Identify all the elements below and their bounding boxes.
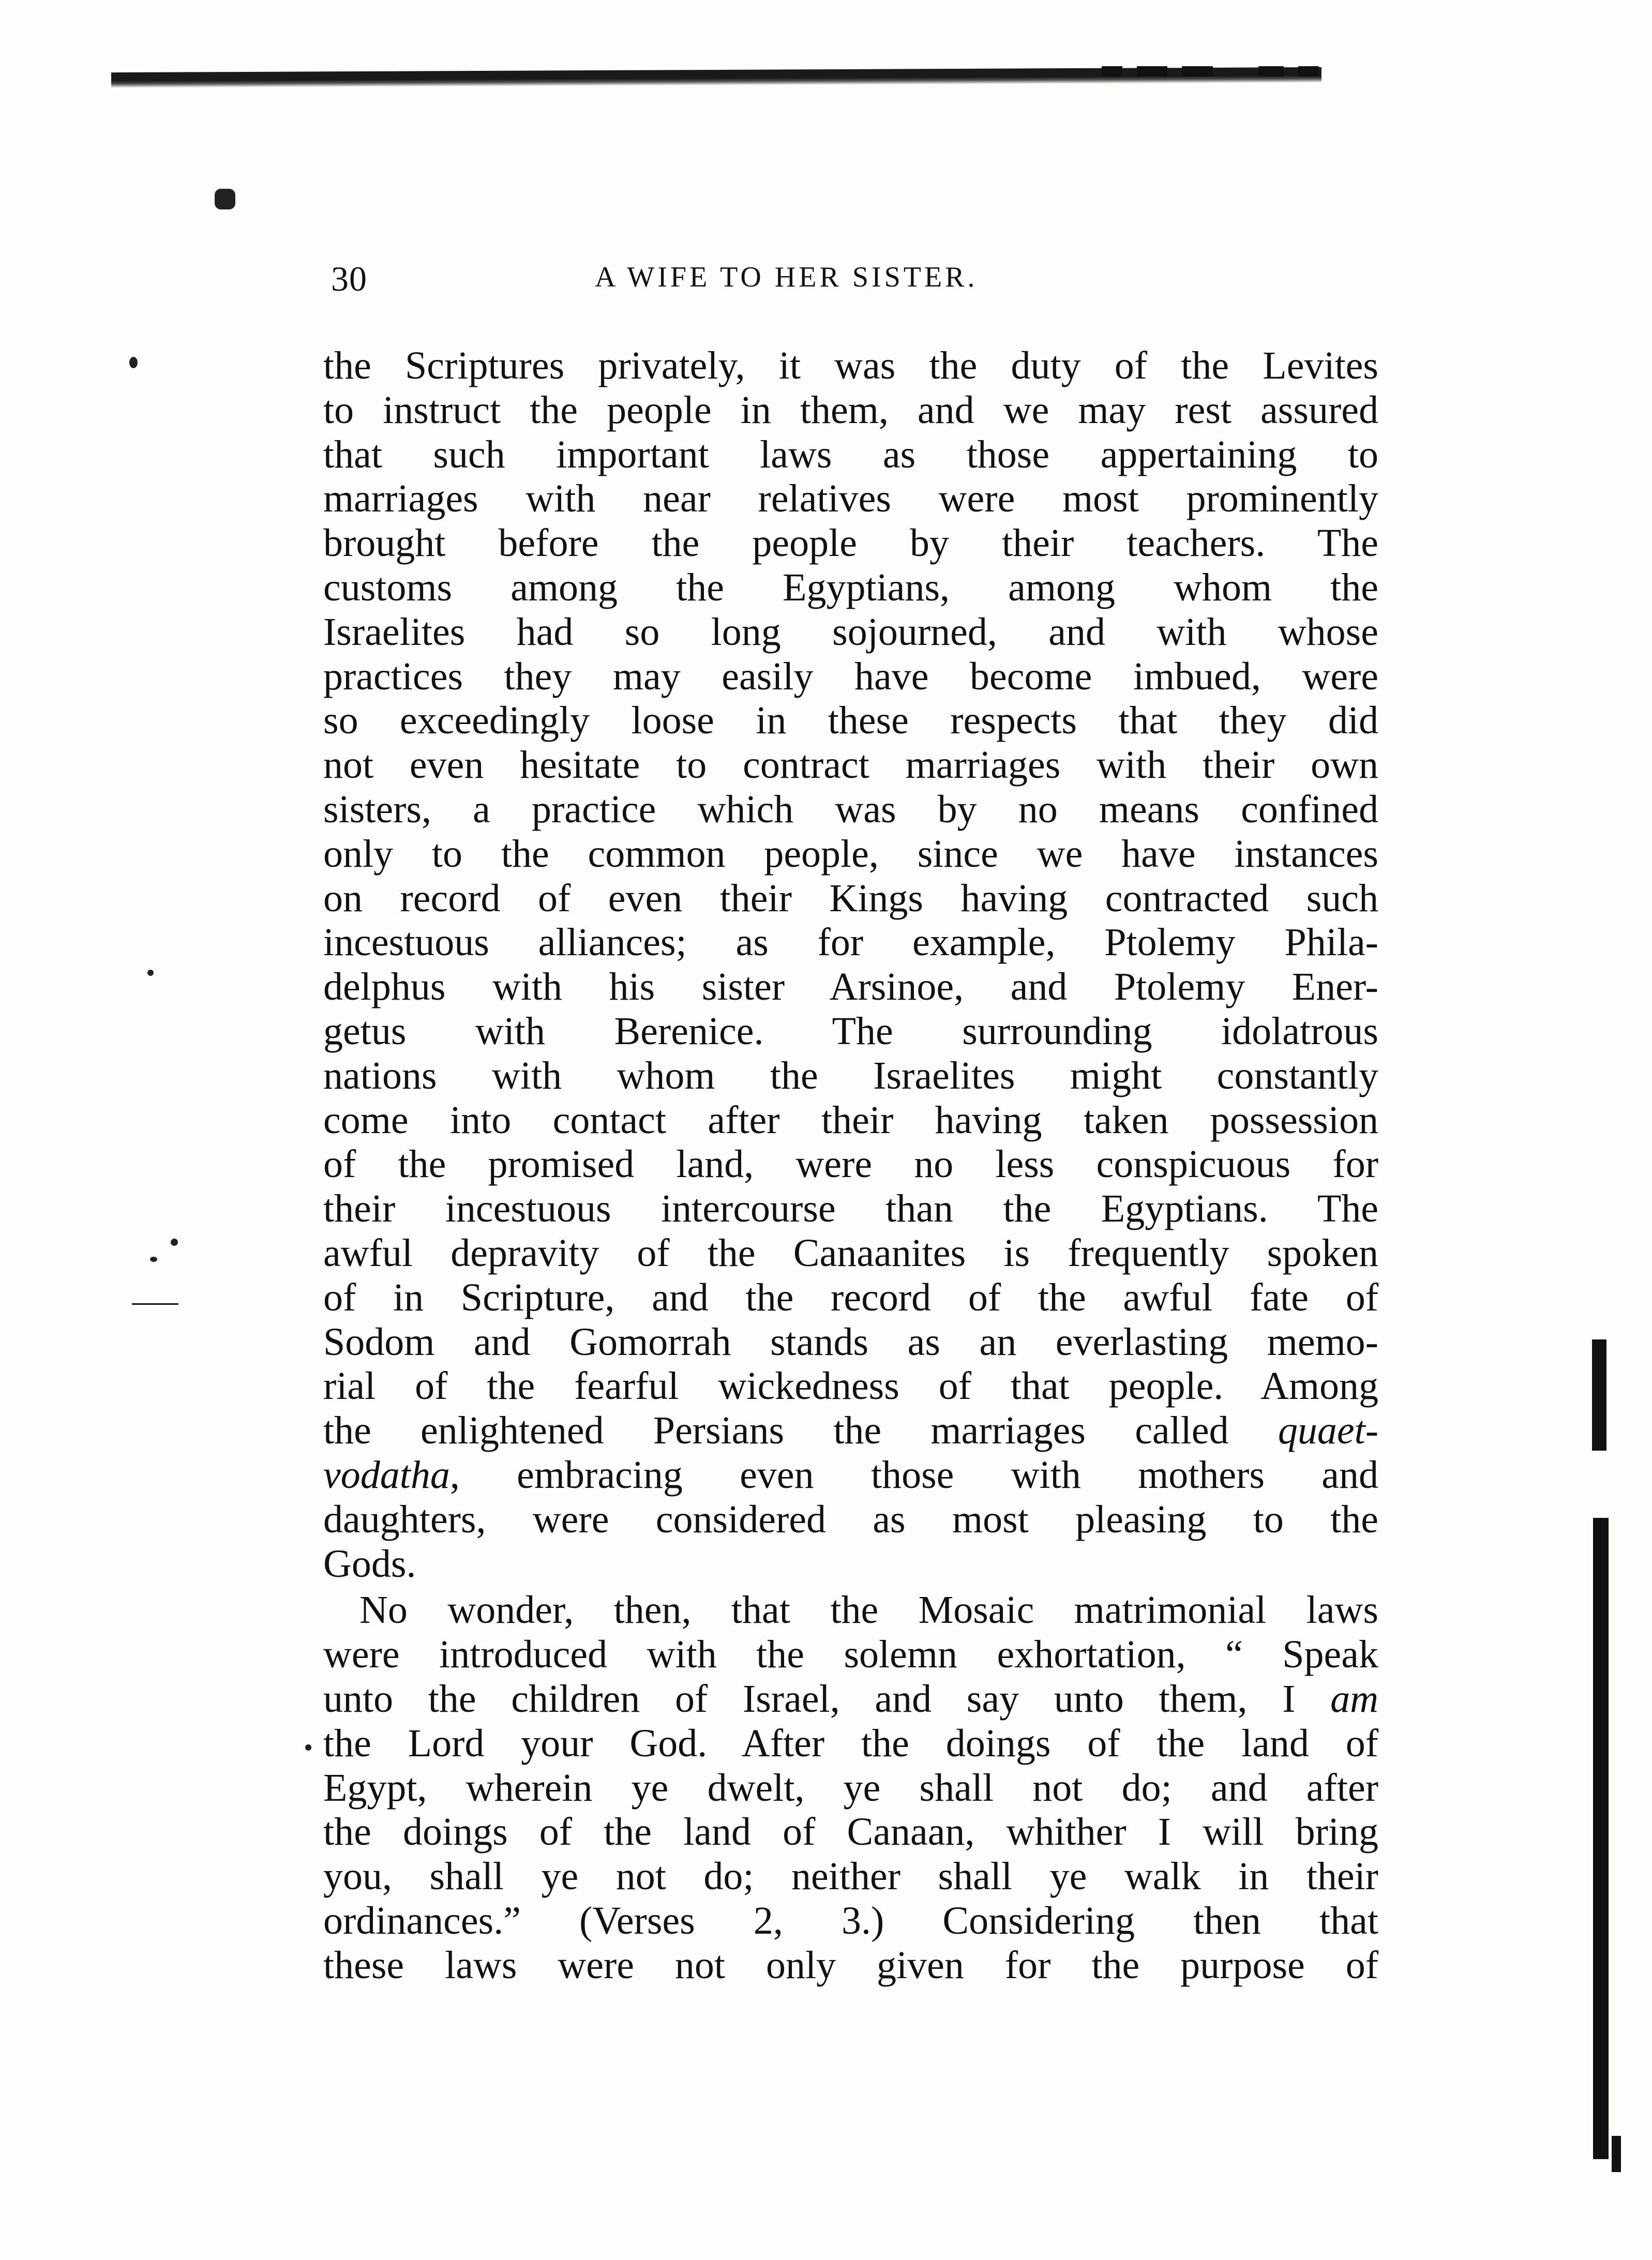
text-line: Israelites had so long sojourned, and with whose [323,610,1378,654]
margin-mark [1612,2136,1621,2172]
ink-speck [147,970,154,976]
text-line: only to the common people, since we have instances [323,832,1378,876]
text-line: to instruct the people in them, and we may rest assured [323,388,1378,432]
text-line: were introduced with the solemn exhortation, “ Speak [323,1633,1378,1677]
body-text [323,344,1378,1987]
text-line: ordinances.” (Verses 2, 3.) Considering then that [323,1899,1378,1942]
text-line: marriages with near relatives were most prominently [323,477,1378,521]
text-line: these laws were not only given for the purpose of [323,1943,1378,1987]
text-line: brought before the people by their teachers. The [323,521,1378,565]
ink-speck [215,189,235,209]
text-line [323,1453,1378,1498]
text-line: Egypt, wherein ye dwelt, ye shall not do; and after [323,1766,1378,1810]
text-line: Sodom and Gomorrah stands as an everlasting memo- [323,1320,1378,1364]
text-line: you, shall ye not do; neither shall ye walk in their [323,1855,1378,1899]
text-line: awful depravity of the Canaanites is frequently spoken [323,1231,1378,1275]
text-line: rial of the fearful wickedness of that people. Among [323,1364,1378,1408]
text-line: on record of even their Kings having contracted such [323,876,1378,920]
text-line: come into contact after their having taken possession [323,1098,1378,1142]
text-line: the Lord your God. After the doings of the land of [323,1721,1378,1765]
text-line: getus with Berenice. The surrounding idolatrous [323,1009,1378,1053]
text-segment: , embracing even those with mothers and [449,1453,1378,1497]
paragraph [323,1588,1378,1987]
italic-word: quaet- [1278,1409,1378,1453]
text-line: the doings of the land of Canaan, whither I will bring [323,1810,1378,1854]
ink-speck [150,1257,157,1262]
top-rule-blocks [1102,66,1319,79]
text-line: practices they may easily have become imbued, were [323,654,1378,698]
text-line: No wonder, then, that the Mosaic matrimonial laws [359,1588,1378,1632]
text-line: Gods. [323,1542,416,1586]
text-segment: unto the children of Israel, and say unto them, I [323,1677,1331,1721]
text-line: incestuous alliances; as for example, Ptolemy Phila- [323,921,1378,965]
text-line: sisters, a practice which was by no means confined [323,787,1378,831]
italic-word: am [1330,1677,1378,1721]
text-line: not even hesitate to contract marriages with their own [323,743,1378,787]
margin-mark [1592,1339,1606,1451]
text-line: the Scriptures privately, it was the duty of the Levites [323,344,1378,387]
text-line: their incestuous intercourse than the Egyptians. The [323,1187,1378,1231]
text-line: of the promised land, were no less conspicuous for [323,1142,1378,1186]
text-line: daughters, were considered as most pleasing to the [323,1497,1378,1541]
running-title: A WIFE TO HER SISTER. [595,261,978,293]
text-line: nations with whom the Israelites might constantly [323,1053,1378,1097]
text-line: so exceedingly loose in these respects that they did [323,699,1378,743]
text-line: of in Scripture, and the record of the awful fate of [323,1275,1378,1319]
italic-word: vodatha [323,1453,450,1497]
ink-speck [129,357,138,368]
page-header [331,259,1386,305]
text-line [323,1677,1378,1722]
ink-speck [305,1744,311,1751]
ink-speck [171,1239,178,1246]
text-segment: the enlightened Persians the marriages called [323,1409,1278,1453]
text-line: customs among the Egyptians, among whom the [323,565,1378,609]
text-line: that such important laws as those appertaining to [323,432,1378,476]
text-line: delphus with his sister Arsinoe, and Ptolemy Ener- [323,965,1378,1009]
edge-dash [132,1303,178,1305]
margin-mark [1593,1518,1609,2159]
paragraph [323,344,1378,1586]
page-number: 30 [331,259,367,298]
text-line [323,1409,1378,1453]
